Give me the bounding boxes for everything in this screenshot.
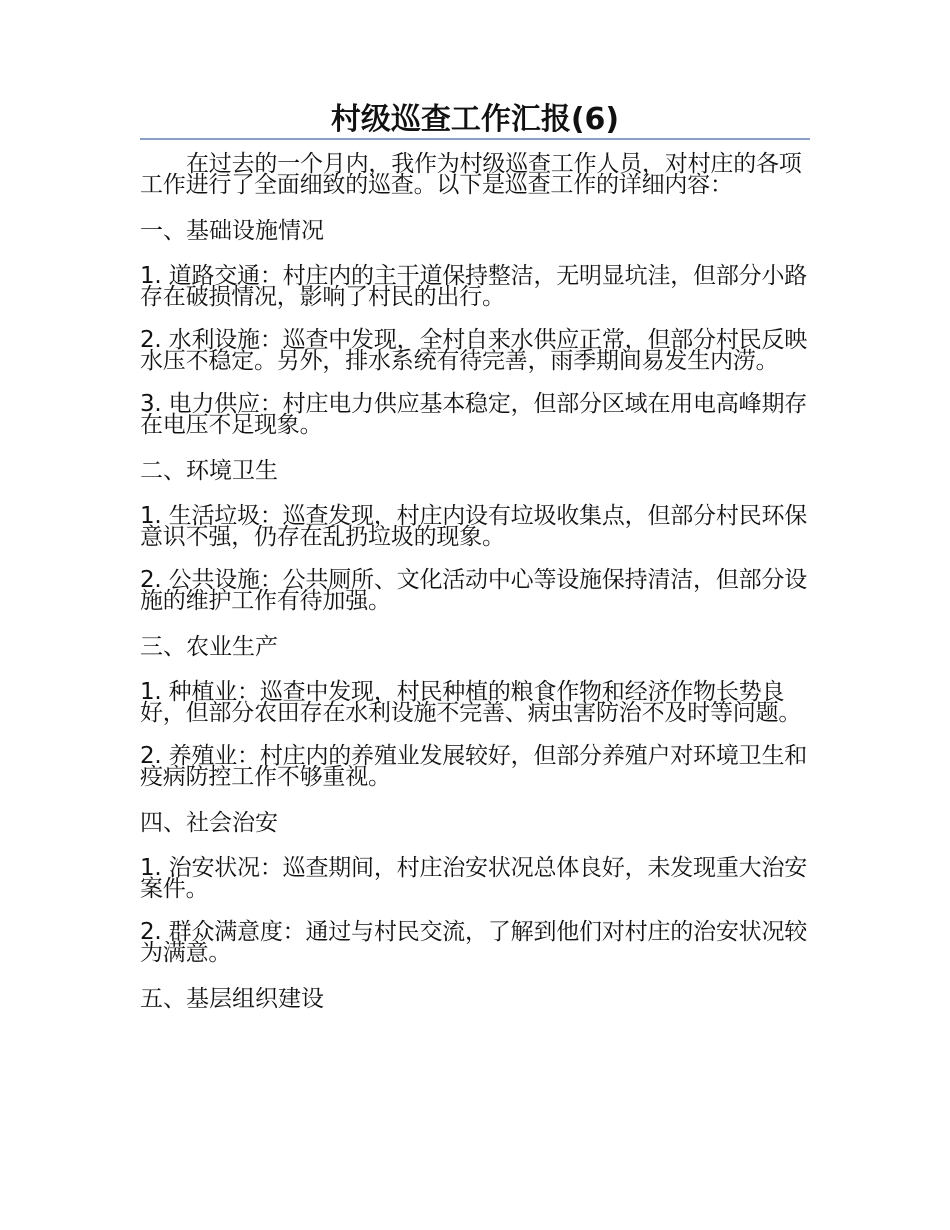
section-item: 3. 电力供应：村庄电力供应基本稳定，但部分区域在用电高峰期存在电压不足现象。 <box>140 391 808 438</box>
section-grassroots-organization <box>140 986 810 1012</box>
section-infrastructure <box>140 218 810 436</box>
intro-paragraph: 在过去的一个月内，我作为村级巡查工作人员，对村庄的各项工作进行了全面细致的巡查。以下是巡查工作的详细内容： <box>140 151 802 198</box>
section-item: 2. 养殖业：村庄内的养殖业发展较好，但部分养殖户对环境卫生和疫病防控工作不够重视。 <box>140 743 808 790</box>
section-heading: 四、社会治安 <box>140 810 278 836</box>
section-heading: 三、农业生产 <box>140 634 278 660</box>
section-agriculture <box>140 634 810 788</box>
section-environment <box>140 458 810 612</box>
section-item: 2. 公共设施：公共厕所、文化活动中心等设施保持清洁，但部分设施的维护工作有待加强。 <box>140 567 808 614</box>
section-item: 1. 生活垃圾：巡查发现，村庄内设有垃圾收集点，但部分村民环保意识不强，仍存在乱扔垃圾的现象。 <box>140 503 808 550</box>
document-title: 村级巡查工作汇报(6) <box>330 102 620 137</box>
section-item: 1. 治安状况：巡查期间，村庄治安状况总体良好，未发现重大治安案件。 <box>140 855 808 902</box>
document-page <box>140 100 810 1034</box>
section-item: 1. 道路交通：村庄内的主干道保持整洁，无明显坑洼，但部分小路存在破损情况，影响了村民的出行。 <box>140 263 808 310</box>
section-item: 2. 群众满意度：通过与村民交流，了解到他们对村庄的治安状况较为满意。 <box>140 919 808 966</box>
section-heading: 二、环境卫生 <box>140 458 278 484</box>
document-body <box>140 151 810 1012</box>
section-item: 1. 种植业：巡查中发现，村民种植的粮食作物和经济作物长势良好，但部分农田存在水利设施不完善、病虫害防治不及时等问题。 <box>140 679 802 726</box>
section-public-security <box>140 810 810 964</box>
section-heading: 一、基础设施情况 <box>140 218 324 244</box>
section-item: 2. 水利设施：巡查中发现，全村自来水供应正常，但部分村民反映水压不稳定。另外，排水系统有待完善，雨季期间易发生内涝。 <box>140 327 808 374</box>
section-heading: 五、基层组织建设 <box>140 986 324 1012</box>
